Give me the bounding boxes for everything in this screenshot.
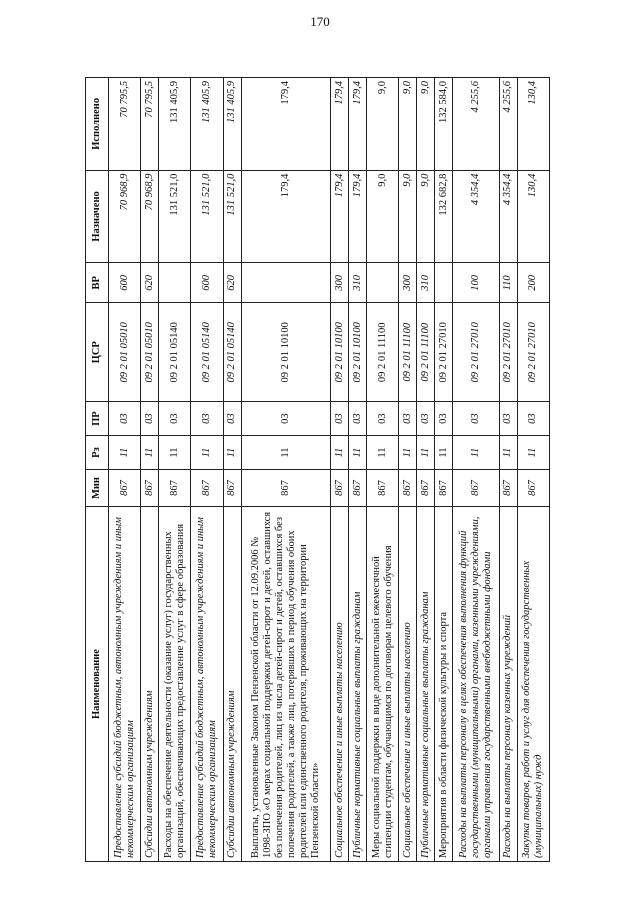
header-vr: ВР	[86, 263, 109, 303]
row-min-cell: 867	[367, 470, 399, 507]
table-row	[159, 78, 191, 862]
row-csr-cell: 09 2 01 27010	[499, 303, 517, 402]
row-assigned-cell: 9,0	[399, 170, 417, 263]
row-vr-cell: 110	[499, 263, 517, 303]
row-pr-cell: 03	[517, 402, 549, 436]
row-pr-cell: 03	[331, 402, 349, 436]
row-name-cell: Закупка товаров, работ и услуг для обеспечения государственных (муниципальных) нужд	[517, 507, 549, 862]
row-csr-cell: 09 2 01 05140	[191, 303, 223, 402]
rotated-page-content	[85, 77, 550, 862]
row-pr-cell: 03	[367, 402, 399, 436]
row-name-cell: Меры социальной поддержки в виде дополнительной ежемесячной стипендии студентам, обучающимся по договорам целевого обучения	[367, 507, 399, 862]
header-csr: ЦСР	[86, 303, 109, 402]
table-row	[241, 78, 331, 862]
row-min-cell: 867	[399, 470, 417, 507]
row-csr-cell: 09 2 01 10100	[241, 303, 331, 402]
row-pr-cell: 03	[191, 402, 223, 436]
header-assigned: Назначено	[86, 170, 109, 263]
row-assigned-cell: 179,4	[241, 170, 331, 263]
row-assigned-cell: 131 521,0	[191, 170, 223, 263]
row-rz-cell: 11	[417, 436, 435, 470]
row-name-cell: Публичные нормативные социальные выплаты гражданам	[417, 507, 435, 862]
row-executed-cell: 130,4	[517, 78, 549, 171]
row-name-cell: Субсидии автономным учреждениям	[223, 507, 241, 862]
row-pr-cell: 03	[349, 402, 367, 436]
row-min-cell: 867	[241, 470, 331, 507]
row-min-cell: 867	[417, 470, 435, 507]
row-rz-cell: 11	[331, 436, 349, 470]
row-rz-cell: 11	[349, 436, 367, 470]
row-assigned-cell: 70 968,9	[109, 170, 141, 263]
row-vr-cell: 620	[223, 263, 241, 303]
row-executed-cell: 131 405,9	[191, 78, 223, 171]
row-csr-cell: 09 2 01 05010	[141, 303, 159, 402]
row-pr-cell: 03	[435, 402, 453, 436]
row-name-cell: Социальное обеспечение и иные выплаты населению	[331, 507, 349, 862]
row-rz-cell: 11	[241, 436, 331, 470]
row-name-cell: Предоставление субсидий бюджетным, автономным учреждениям и иным некоммерческим организациям	[109, 507, 141, 862]
row-rz-cell: 11	[141, 436, 159, 470]
row-name-cell: Субсидии автономным учреждениям	[141, 507, 159, 862]
row-vr-cell	[367, 263, 399, 303]
table-row	[453, 78, 500, 862]
row-assigned-cell: 4 354,4	[453, 170, 500, 263]
row-executed-cell: 70 795,5	[141, 78, 159, 171]
table-header-row	[86, 78, 109, 862]
row-vr-cell	[241, 263, 331, 303]
row-executed-cell: 4 255,6	[499, 78, 517, 171]
header-name: Наименование	[86, 507, 109, 862]
row-executed-cell: 179,4	[241, 78, 331, 171]
row-executed-cell: 9,0	[367, 78, 399, 171]
row-vr-cell: 300	[331, 263, 349, 303]
row-executed-cell: 179,4	[331, 78, 349, 171]
row-executed-cell: 9,0	[417, 78, 435, 171]
row-assigned-cell: 179,4	[349, 170, 367, 263]
row-executed-cell: 9,0	[399, 78, 417, 171]
header-rz: Рз	[86, 436, 109, 470]
row-name-cell: Расходы на выплаты персоналу в целях обеспечения выполнения функций государственными (муниципальными) органами, казенными учреждениями, органами управления государственными внебюджетными фондами	[453, 507, 500, 862]
row-vr-cell: 100	[453, 263, 500, 303]
row-rz-cell: 11	[367, 436, 399, 470]
row-name-cell: Мероприятия в области физической культуры и спорта	[435, 507, 453, 862]
row-min-cell: 867	[453, 470, 500, 507]
row-min-cell: 867	[499, 470, 517, 507]
row-pr-cell: 03	[499, 402, 517, 436]
row-min-cell: 867	[223, 470, 241, 507]
page-number: 170	[310, 14, 330, 29]
row-csr-cell: 09 2 01 27010	[453, 303, 500, 402]
row-assigned-cell: 130,4	[517, 170, 549, 263]
row-pr-cell: 03	[159, 402, 191, 436]
row-assigned-cell: 70 968,9	[141, 170, 159, 263]
row-executed-cell: 70 795,5	[109, 78, 141, 171]
row-csr-cell: 09 2 01 11100	[367, 303, 399, 402]
row-rz-cell: 11	[435, 436, 453, 470]
row-min-cell: 867	[517, 470, 549, 507]
row-csr-cell: 09 2 01 10100	[331, 303, 349, 402]
row-rz-cell: 11	[191, 436, 223, 470]
row-assigned-cell: 9,0	[417, 170, 435, 263]
row-csr-cell: 09 2 01 05010	[109, 303, 141, 402]
table-row	[367, 78, 399, 862]
table-row	[141, 78, 159, 862]
table-row	[517, 78, 549, 862]
row-rz-cell: 11	[109, 436, 141, 470]
table-row	[223, 78, 241, 862]
header-pr: ПР	[86, 402, 109, 436]
row-min-cell: 867	[141, 470, 159, 507]
header-min: Мин	[86, 470, 109, 507]
row-rz-cell: 11	[453, 436, 500, 470]
row-rz-cell: 11	[517, 436, 549, 470]
table-row	[191, 78, 223, 862]
row-name-cell: Выплаты, установленные Законом Пензенской области от 12.09.2006 № 1098-ЗПО «О мерах социальной поддержки детей-сирот и детей, оставшихся без попечения родителей, лиц из числа детей-сирот и детей, оставшихся без попечения родителей, а также лиц, потерявших в период обучения обоих родителей или единственного родителя, проживающих на территории Пензенской области»	[241, 507, 331, 862]
row-min-cell: 867	[159, 470, 191, 507]
row-csr-cell: 09 2 01 11100	[417, 303, 435, 402]
row-vr-cell: 310	[349, 263, 367, 303]
row-assigned-cell: 179,4	[331, 170, 349, 263]
row-name-cell: Расходы на обеспечение деятельности (оказание услуг) государственных организаций, обеспечивающих предоставление услуг в сфере образования	[159, 507, 191, 862]
row-name-cell: Социальное обеспечение и иные выплаты населению	[399, 507, 417, 862]
row-rz-cell: 11	[223, 436, 241, 470]
row-pr-cell: 03	[399, 402, 417, 436]
row-pr-cell: 03	[109, 402, 141, 436]
row-vr-cell: 620	[141, 263, 159, 303]
row-vr-cell: 300	[399, 263, 417, 303]
row-executed-cell: 132 584,0	[435, 78, 453, 171]
row-csr-cell: 09 2 01 27010	[435, 303, 453, 402]
row-vr-cell: 600	[191, 263, 223, 303]
row-assigned-cell: 132 682,8	[435, 170, 453, 263]
row-pr-cell: 03	[223, 402, 241, 436]
row-assigned-cell: 4 354,4	[499, 170, 517, 263]
row-name-cell: Публичные нормативные социальные выплаты гражданам	[349, 507, 367, 862]
row-assigned-cell: 131 521,0	[223, 170, 241, 263]
row-csr-cell: 09 2 01 11100	[399, 303, 417, 402]
table-row	[417, 78, 435, 862]
row-assigned-cell: 131 521,0	[159, 170, 191, 263]
row-executed-cell: 4 255,6	[453, 78, 500, 171]
table-row	[435, 78, 453, 862]
table-body	[109, 78, 550, 862]
row-vr-cell: 600	[109, 263, 141, 303]
row-min-cell: 867	[349, 470, 367, 507]
row-name-cell: Расходы на выплаты персоналу казенных учреждений	[499, 507, 517, 862]
table-row	[109, 78, 141, 862]
row-rz-cell: 11	[159, 436, 191, 470]
row-vr-cell: 310	[417, 263, 435, 303]
row-csr-cell: 09 2 01 10100	[349, 303, 367, 402]
table-row	[331, 78, 349, 862]
row-pr-cell: 03	[453, 402, 500, 436]
row-min-cell: 867	[435, 470, 453, 507]
table-row	[499, 78, 517, 862]
table-row	[349, 78, 367, 862]
row-min-cell: 867	[109, 470, 141, 507]
row-pr-cell: 03	[141, 402, 159, 436]
row-pr-cell: 03	[417, 402, 435, 436]
row-pr-cell: 03	[241, 402, 331, 436]
table-row	[399, 78, 417, 862]
row-assigned-cell: 9,0	[367, 170, 399, 263]
row-vr-cell: 200	[517, 263, 549, 303]
row-executed-cell: 131 405,9	[159, 78, 191, 171]
row-min-cell: 867	[191, 470, 223, 507]
row-rz-cell: 11	[499, 436, 517, 470]
row-executed-cell: 179,4	[349, 78, 367, 171]
row-rz-cell: 11	[399, 436, 417, 470]
row-executed-cell: 131 405,9	[223, 78, 241, 171]
row-csr-cell: 09 2 01 05140	[159, 303, 191, 402]
row-min-cell: 867	[331, 470, 349, 507]
row-vr-cell	[435, 263, 453, 303]
row-csr-cell: 09 2 01 27010	[517, 303, 549, 402]
row-name-cell: Предоставление субсидий бюджетным, автономным учреждениям и иным некоммерческим организациям	[191, 507, 223, 862]
budget-table	[85, 77, 550, 862]
header-executed: Исполнено	[86, 78, 109, 171]
row-vr-cell	[159, 263, 191, 303]
row-csr-cell: 09 2 01 05140	[223, 303, 241, 402]
